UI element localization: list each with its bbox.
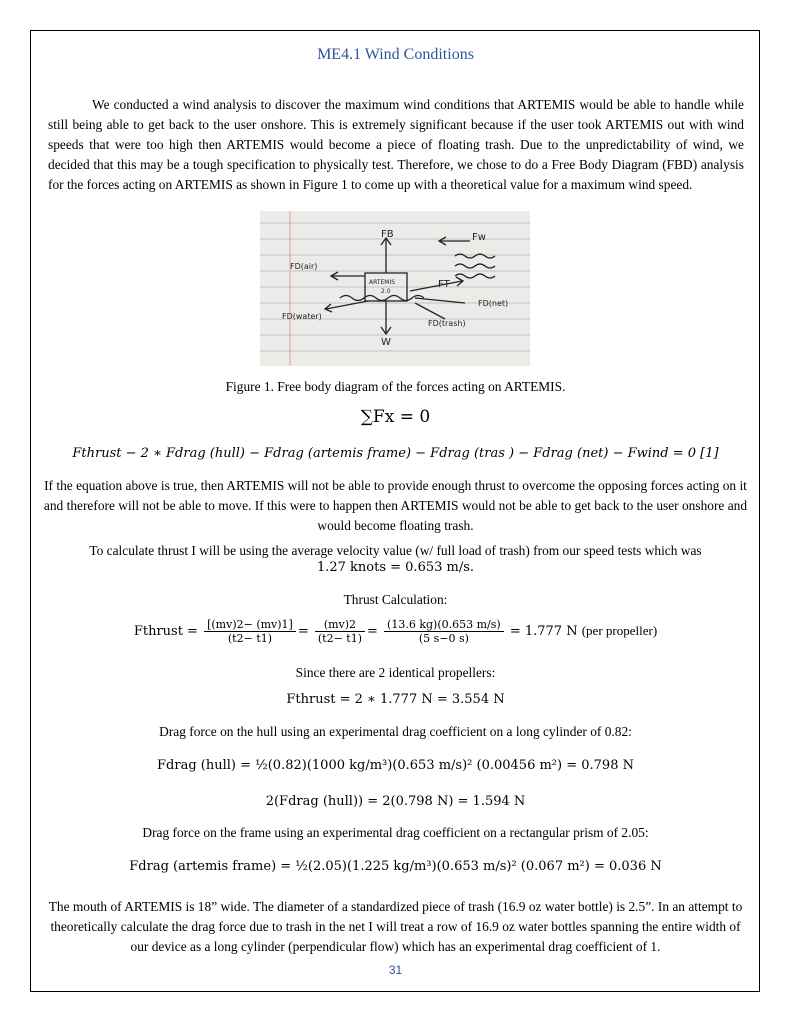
figure-caption: Figure 1. Free body diagram of the forces acting on ARTEMIS. — [225, 379, 566, 394]
label-fd-air: FD(air) — [290, 262, 318, 271]
frame-label: Drag force on the frame using an experimental drag coefficient on a rectangular prism of 2.05: — [142, 825, 649, 840]
thrust-lhs: Fthrust = — [133, 624, 198, 639]
paragraph-2: If the equation above is true, then ARTEMIS will not be able to provide enough thrust to overcome the opposing forces acting on it and therefore will not be able to move. If this were to happen then ARTEMIS would not be able to get back to the user onshore and would become floating trash. — [43, 478, 748, 533]
propellers-equation: Fthrust = 2 ∗ 1.777 N = 3.554 N — [286, 692, 505, 707]
label-fw: Fw — [472, 232, 486, 243]
paragraph-3-line-2: 1.27 knots = 0.653 m/s. — [316, 560, 475, 575]
thrust-fraction-2: $\frac{(mv)2}{(t2- t1)}$ — [315, 618, 365, 645]
label-ft: FT — [438, 279, 450, 290]
hull-label: Drag force on the hull using an experimental drag coefficient on a long cylinder of 0.82: — [159, 724, 632, 739]
paragraph-3-line-1: To calculate thrust I will be using the average velocity value (w/ full load of trash) from our speed tests which was — [89, 543, 702, 558]
box-label-2: 2.0 — [381, 288, 391, 295]
label-w: W — [381, 337, 391, 348]
thrust-equation: Fthrust = $\frac{[(mv)2- (mv)1]}{(t2- t1)}$ = $\frac{(mv)2}{(t2- t1)}$ = $\frac{(13.6 kg)(0.653 m/s)}{(5 s-0 s)}$ = 1.777 N (per propeller) — [133, 618, 658, 645]
fbd-photo — [260, 211, 530, 366]
hull-equation-2: 2(Fdrag (hull)) = 2(0.798 N) = 1.594 N — [265, 794, 526, 809]
thrust-fraction-3: $\frac{(13.6 kg)(0.653 m/s)}{(5 s-0 s)}$ — [384, 618, 504, 645]
propellers-label: Since there are 2 identical propellers: — [295, 665, 496, 680]
label-fd-trash: FD(trash) — [428, 319, 466, 328]
label-fd-net: FD(net) — [478, 299, 509, 308]
sum-equation: ∑Fx = 0 — [360, 407, 431, 427]
thrust-result: = 1.777 N — [509, 624, 578, 639]
page-number: 31 — [388, 963, 403, 977]
box-label-1: ARTEMIS — [369, 279, 396, 286]
section-title: ME4.1 Wind Conditions — [317, 46, 474, 63]
thrust-label: Thrust Calculation: — [343, 592, 448, 607]
label-fd-water: FD(water) — [282, 312, 322, 321]
frame-equation: Fdrag (artemis frame) = ½(2.05)(1.225 kg/m³)(0.653 m/s)² (0.067 m²) = 0.036 N — [129, 859, 662, 874]
intro-paragraph: We conducted a wind analysis to discover the maximum wind conditions that ARTEMIS would be able to handle while still being able to get back to the user onshore. This is extremely significant because if the user took ARTEMIS out with wind speeds that were too high then ARTEMIS would become a piece of floating trash. Due to the unpredictability of wind, we decided that this may be a tough specification to physically test. Therefore, we chose to do a Free Body Diagram (FBD) analysis for the forces acting on ARTEMIS as shown in Figure 1 to come up with a theoretical value for a maximum wind speed. — [48, 97, 744, 192]
thrust-note: (per propeller) — [581, 623, 658, 638]
label-fb: FB — [381, 229, 394, 240]
hull-equation: Fdrag (hull) = ½(0.82)(1000 kg/m³)(0.653 m/s)² (0.00456 m²) = 0.798 N — [157, 758, 634, 773]
force-equation: Fthrust − 2 ∗ Fdrag (hull) − Fdrag (artemis frame) − Fdrag (tras ) − Fdrag (net) − Fwind = 0 [1] — [72, 446, 719, 461]
thrust-fraction-1: $\frac{[(mv)2- (mv)1]}{(t2- t1)}$ — [204, 618, 296, 645]
paragraph-4: The mouth of ARTEMIS is 18” wide. The diameter of a standardized piece of trash (16.9 oz water bottle) is 2.5”. In an attempt to theoretically calculate the drag force due to trash in the net I will treat a row of 16.9 oz water bottles spanning the entire width of our device as a long cylinder (perpendicular flow) which has an experimental drag coefficient of 1. — [48, 899, 743, 954]
